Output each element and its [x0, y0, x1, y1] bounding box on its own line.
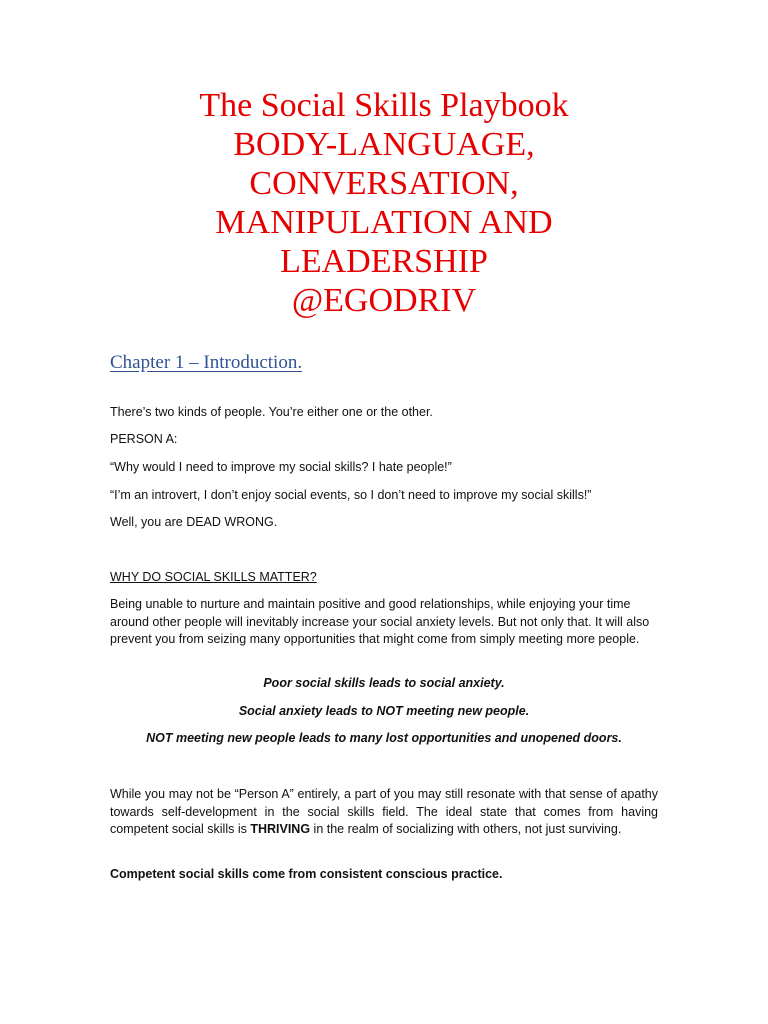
- intro-quote: “I’m an introvert, I don’t enjoy social events, so I don’t need to improve my social skills!”: [110, 488, 592, 502]
- chain-statement: Poor social skills leads to social anxiety.: [263, 676, 505, 690]
- intro-quote: “Why would I need to improve my social skills? I hate people!”: [110, 460, 452, 474]
- intro-paragraph: There’s two kinds of people. You’re either one or the other.: [110, 405, 433, 419]
- document-title: [0, 86, 768, 320]
- conclusion-statement: Competent social skills come from consistent conscious practice.: [110, 867, 503, 881]
- intro-paragraph: PERSON A:: [110, 432, 178, 446]
- title-line: The Social Skills Playbook: [199, 87, 569, 124]
- chain-statement: NOT meeting new people leads to many lost opportunities and unopened doors.: [146, 731, 622, 745]
- closing-emphasis: THRIVING: [250, 822, 311, 836]
- closing-text: in the realm of socializing with others, not just surviving.: [310, 822, 622, 836]
- closing-paragraph: [110, 786, 658, 839]
- title-line: MANIPULATION AND: [215, 204, 553, 241]
- section-paragraph: Being unable to nurture and maintain positive and good relationships, while enjoying your time around other people will inevitably increase your social anxiety levels. But not only that. It will also prevent you from seizing many opportunities that might come from simply meeting more people.: [110, 597, 650, 646]
- title-line: CONVERSATION,: [249, 165, 519, 202]
- title-line: @EGODRIV: [291, 282, 477, 319]
- section-heading: WHY DO SOCIAL SKILLS MATTER?: [110, 570, 317, 584]
- title-line: LEADERSHIP: [280, 243, 488, 280]
- closing-text: While you may not be “Person A” entirely, a part of you may still resonate with that sense of apathy towards self-development in the social skills field. The ideal state that comes from having competent social skills is: [110, 787, 658, 836]
- title-line: BODY-LANGUAGE,: [233, 126, 535, 163]
- intro-paragraph: Well, you are DEAD WRONG.: [110, 515, 278, 529]
- chapter-heading: Chapter 1 – Introduction.: [110, 352, 303, 373]
- chain-statement: Social anxiety leads to NOT meeting new people.: [238, 704, 530, 718]
